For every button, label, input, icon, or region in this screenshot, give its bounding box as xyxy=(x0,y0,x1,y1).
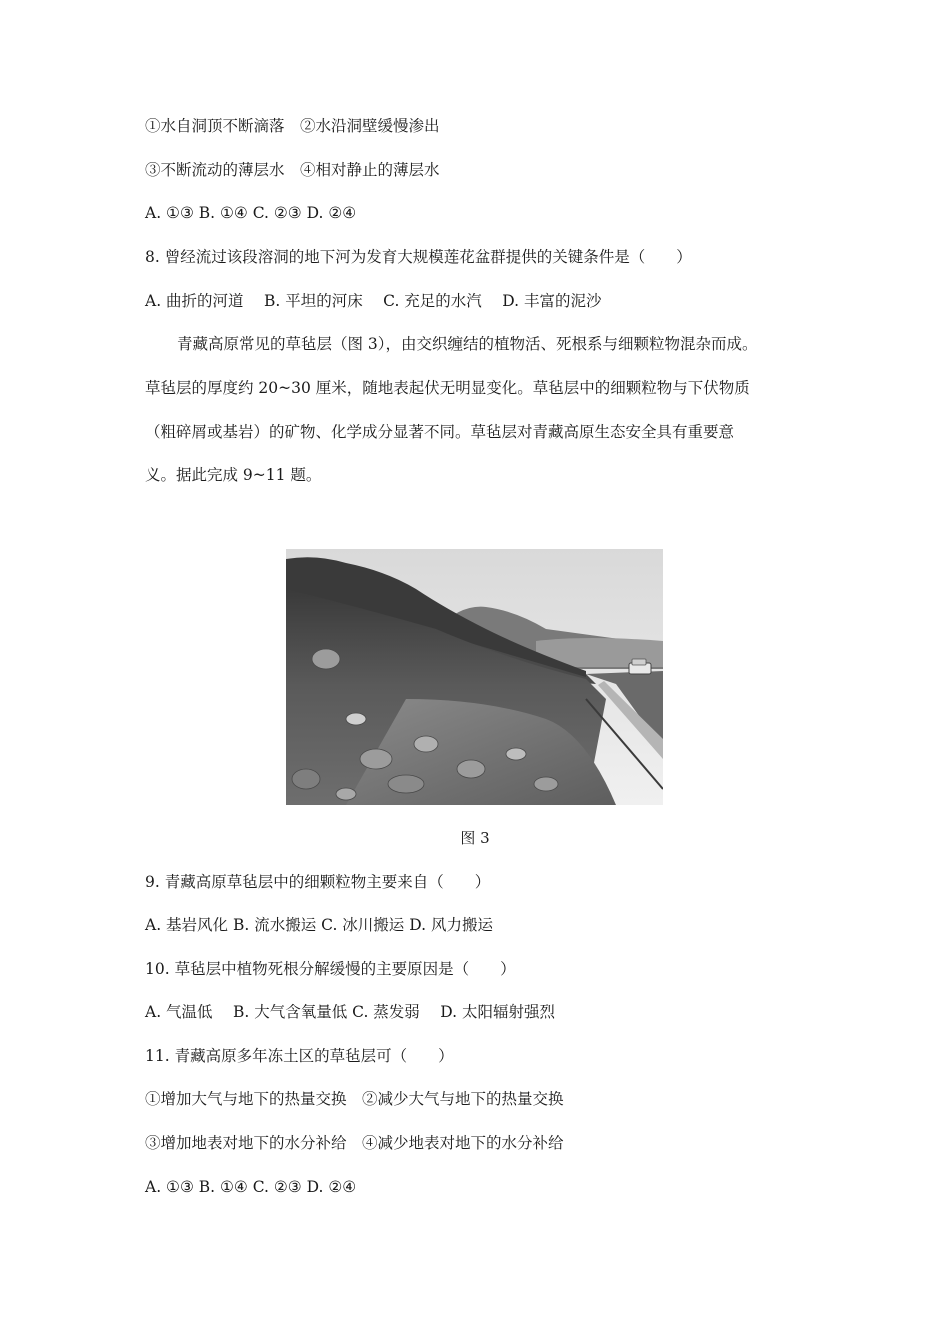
figure-3-caption: 图 3 xyxy=(460,829,490,847)
passage-line-3: （粗碎屑或基岩）的矿物、化学成分显著不同。草毡层对青藏高原生态安全具有重要意 xyxy=(145,423,735,441)
q11-stem: 11. 青藏高原多年冻土区的草毡层可（ ） xyxy=(145,1047,454,1065)
q9-answers: A. 基岩风化 B. 流水搬运 C. 冰川搬运 D. 风力搬运 xyxy=(145,916,493,934)
q7-options-line-2: ③不断流动的薄层水 ④相对静止的薄层水 xyxy=(145,161,440,179)
passage-line-4: 义。据此完成 9~11 题。 xyxy=(145,466,322,484)
q10-stem: 10. 草毡层中植物死根分解缓慢的主要原因是（ ） xyxy=(145,960,516,978)
q9-stem: 9. 青藏高原草毡层中的细颗粒物主要来自（ ） xyxy=(145,873,491,891)
passage-line-1: 青藏高原常见的草毡层（图 3），由交织缠结的植物活、死根系与细颗粒物混杂而成。 xyxy=(177,335,758,353)
q7-answers: A. ①③ B. ①④ C. ②③ D. ②④ xyxy=(145,204,357,222)
q11-options-line-2: ③增加地表对地下的水分补给 ④减少地表对地下的水分补给 xyxy=(145,1134,564,1152)
q11-options-line-1: ①增加大气与地下的热量交换 ②减少大气与地下的热量交换 xyxy=(145,1090,564,1108)
figure-3-photo xyxy=(286,549,663,805)
q11-answers: A. ①③ B. ①④ C. ②③ D. ②④ xyxy=(145,1178,357,1196)
q8-answers: A. 曲折的河道 B. 平坦的河床 C. 充足的水汽 D. 丰富的泥沙 xyxy=(145,292,602,310)
q8-stem: 8. 曾经流过该段溶洞的地下河为发育大规模莲花盆群提供的关键条件是（ ） xyxy=(145,248,692,266)
q7-options-line-1: ①水自洞顶不断滴落 ②水沿洞壁缓慢渗出 xyxy=(145,117,440,135)
passage-line-2: 草毡层的厚度约 20~30 厘米，随地表起伏无明显变化。草毡层中的细颗粒物与下伏物质 xyxy=(145,379,750,397)
q10-answers: A. 气温低 B. 大气含氧量低 C. 蒸发弱 D. 太阳辐射强烈 xyxy=(145,1003,555,1021)
